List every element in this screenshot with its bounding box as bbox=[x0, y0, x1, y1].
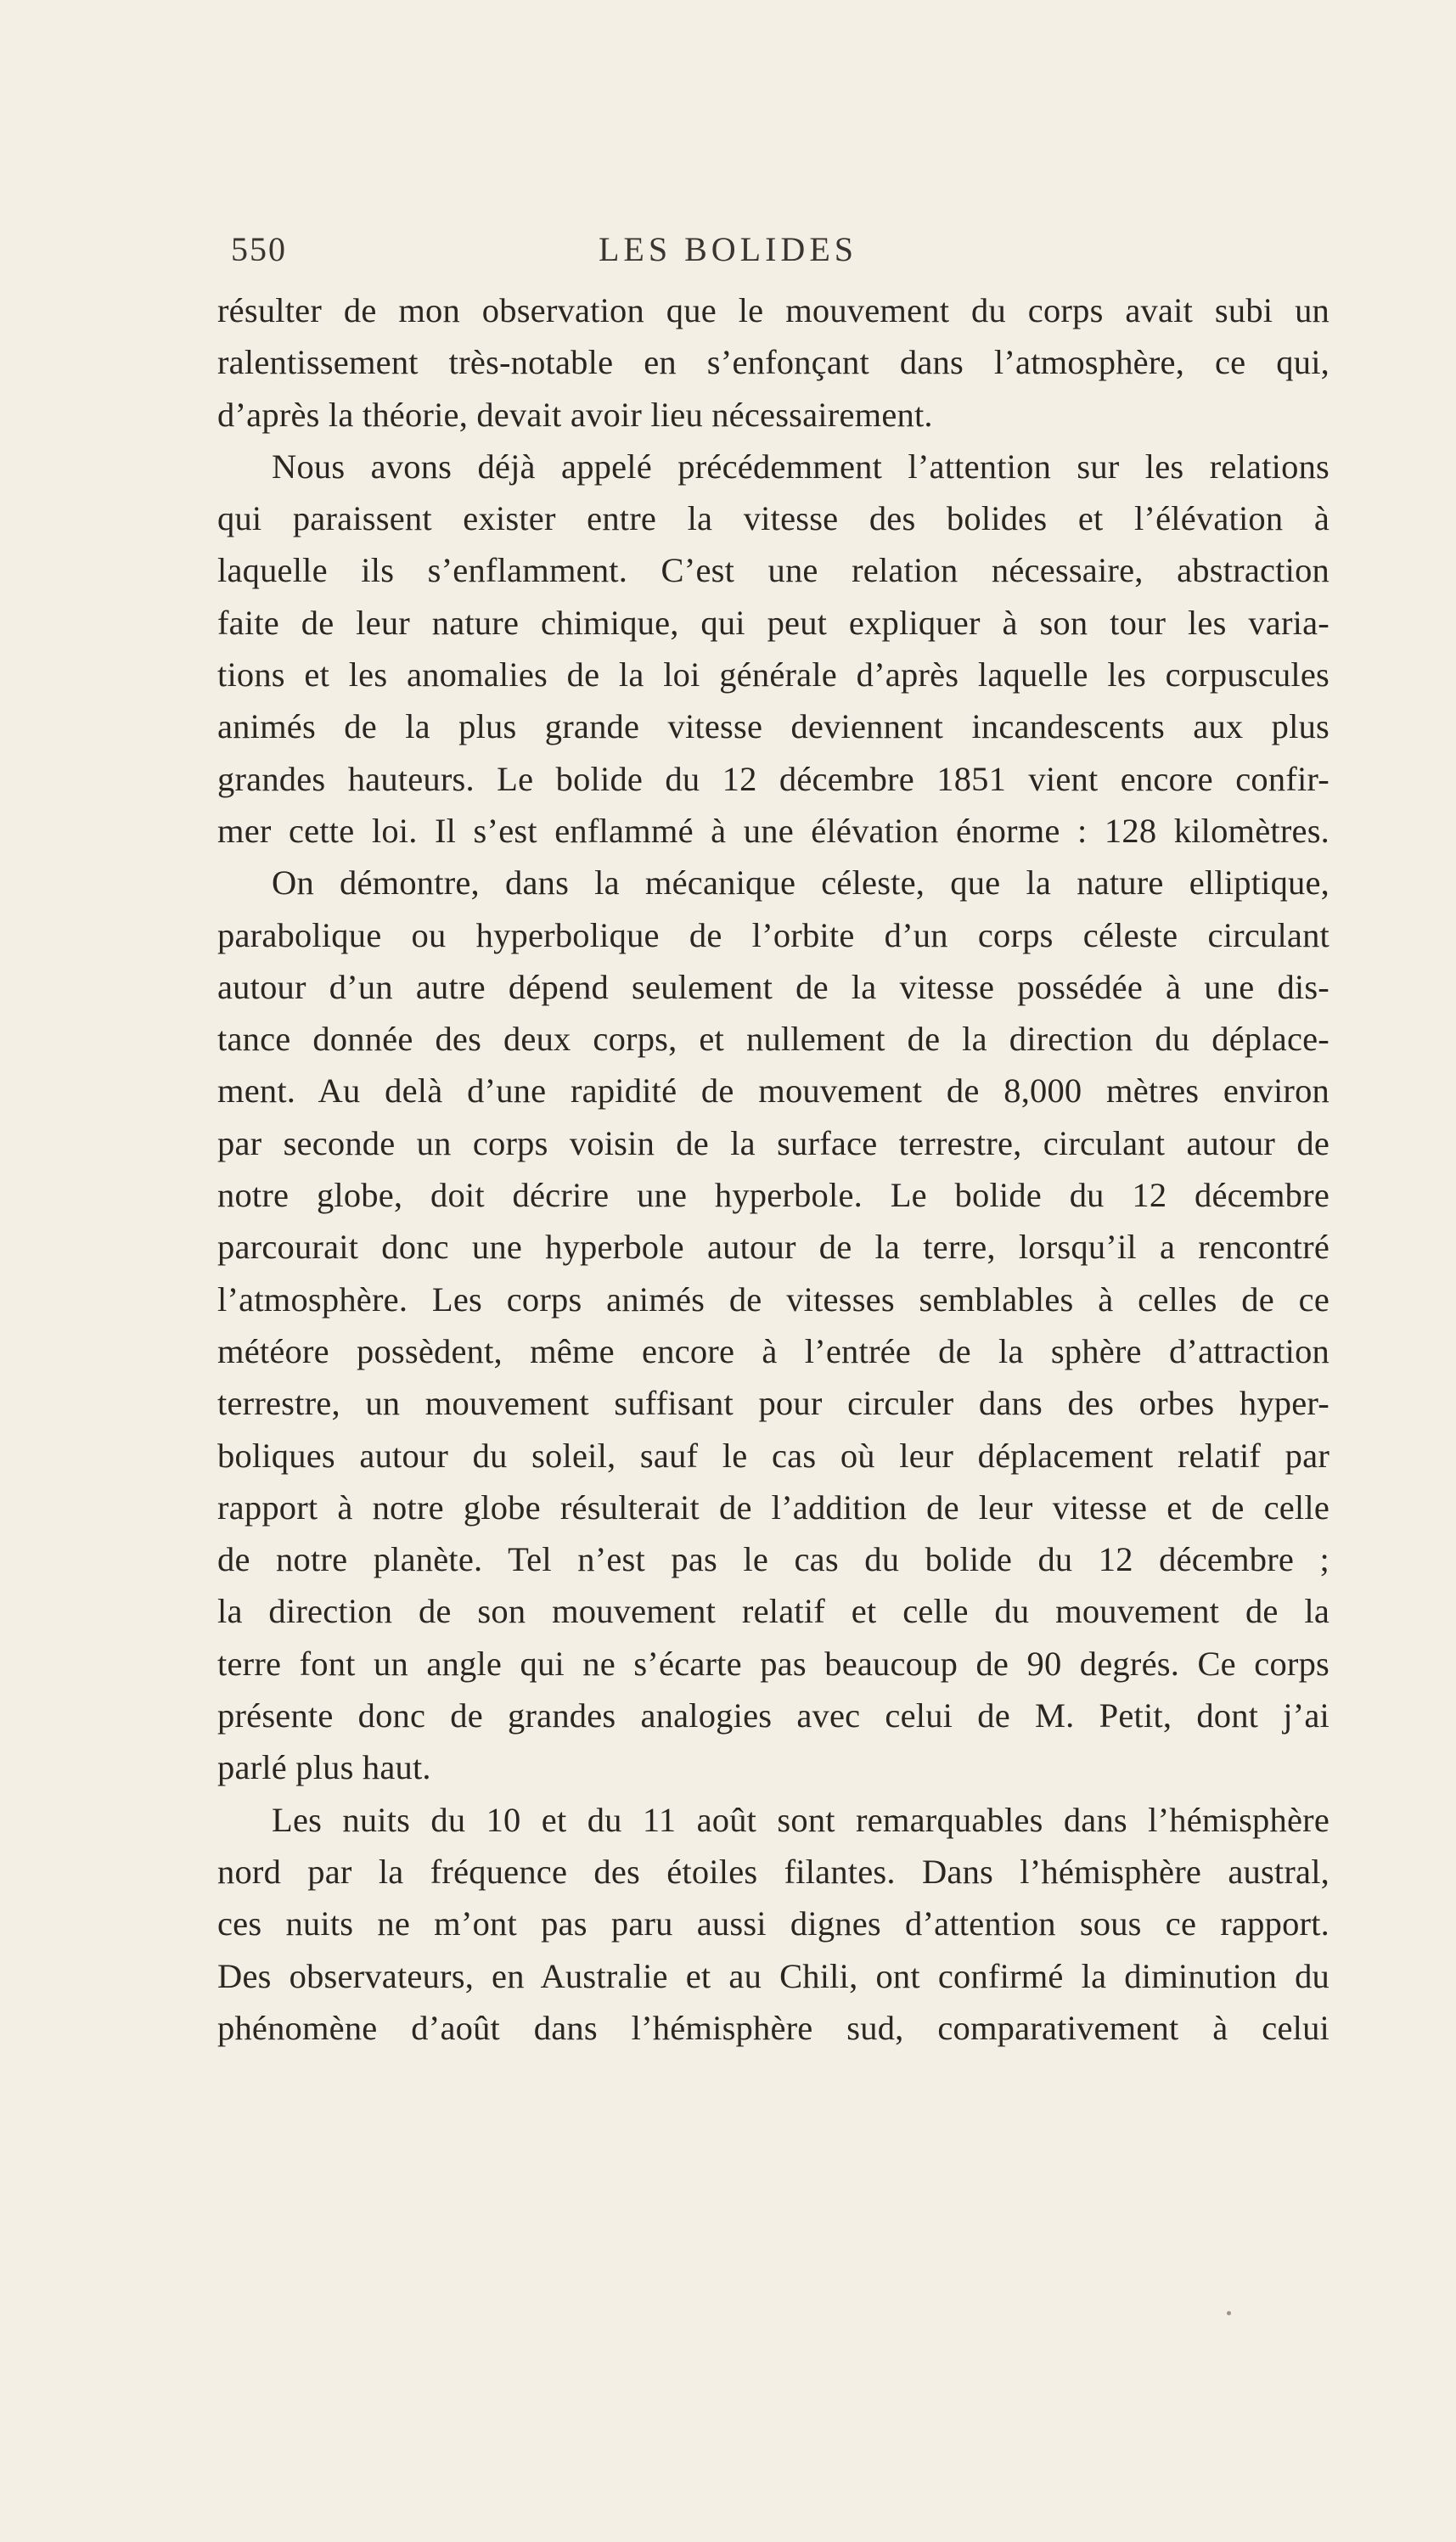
text-line: animés de la plus grande vitesse deviennent incandescents aux plus bbox=[217, 707, 1330, 746]
body-text bbox=[217, 284, 1330, 2054]
text-line: présente donc de grandes analogies avec celui de M. Petit, dont j’ai bbox=[217, 1696, 1330, 1735]
text-line: autour d’un autre dépend seulement de la vitesse possédée à une dis- bbox=[217, 967, 1330, 1006]
text-line: Des observateurs, en Australie et au Chili, ont confirmé la diminution du bbox=[217, 1956, 1330, 1995]
print-speck bbox=[1227, 2311, 1231, 2315]
text-line: d’après la théorie, devait avoir lieu nécessairement. bbox=[217, 395, 933, 434]
text-line: nord par la fréquence des étoiles filantes. Dans l’hémisphère austral, bbox=[217, 1852, 1330, 1891]
text-line: grandes hauteurs. Le bolide du 12 décembre 1851 vient encore confir- bbox=[217, 759, 1330, 798]
text-line: phénomène d’août dans l’hémisphère sud, comparativement à celui bbox=[217, 2008, 1330, 2047]
text-line: par seconde un corps voisin de la surface terrestre, circulant autour de bbox=[217, 1123, 1330, 1162]
text-line: boliques autour du soleil, sauf le cas où leur déplacement relatif par bbox=[217, 1436, 1330, 1475]
running-title: LES BOLIDES bbox=[599, 230, 857, 268]
text-line: ces nuits ne m’ont pas paru aussi dignes d’attention sous ce rapport. bbox=[217, 1904, 1330, 1943]
text-line: l’atmosphère. Les corps animés de vitesses semblables à celles de ce bbox=[217, 1279, 1330, 1319]
text-line: tions et les anomalies de la loi générale d’après laquelle les corpuscules bbox=[217, 655, 1330, 695]
text-line: mer cette loi. Il s’est enflammé à une élévation énorme : 128 kilomètres. bbox=[217, 811, 1330, 850]
text-line: terrestre, un mouvement suffisant pour circuler dans des orbes hyper- bbox=[217, 1384, 1330, 1423]
page-number: 550 bbox=[231, 230, 287, 268]
text-line: parcourait donc une hyperbole autour de la terre, lorsqu’il a rencontré bbox=[217, 1228, 1330, 1267]
text-line: ment. Au delà d’une rapidité de mouvement de 8,000 mètres environ bbox=[217, 1071, 1330, 1111]
text-line: la direction de son mouvement relatif et celle du mouvement de la bbox=[217, 1592, 1330, 1631]
text-line: parlé plus haut. bbox=[217, 1748, 431, 1787]
text-line: résulter de mon observation que le mouvement du corps avait subi un bbox=[217, 291, 1330, 329]
text-line: faite de leur nature chimique, qui peut expliquer à son tour les varia- bbox=[217, 603, 1330, 642]
text-line: On démontre, dans la mécanique céleste, que la nature elliptique, bbox=[272, 863, 1330, 903]
text-line: qui paraissent exister entre la vitesse des bolides et l’élévation à bbox=[217, 499, 1330, 538]
text-line: tance donnée des deux corps, et nullement de la direction du déplace- bbox=[217, 1020, 1330, 1059]
text-line: rapport à notre globe résulterait de l’addition de leur vitesse et de celle bbox=[217, 1488, 1330, 1527]
text-line: de notre planète. Tel n’est pas le cas du bolide du 12 décembre ; bbox=[217, 1540, 1330, 1579]
text-line: terre font un angle qui ne s’écarte pas beaucoup de 90 degrés. Ce corps bbox=[217, 1644, 1330, 1683]
page-header bbox=[0, 229, 1456, 272]
text-line: laquelle ils s’enflamment. C’est une relation nécessaire, abstraction bbox=[217, 551, 1330, 590]
text-line: Nous avons déjà appelé précédemment l’attention sur les relations bbox=[272, 447, 1330, 486]
text-line: météore possèdent, même encore à l’entrée de la sphère d’attraction bbox=[217, 1331, 1330, 1370]
text-line: ralentissement très-notable en s’enfonçant dans l’atmosphère, ce qui, bbox=[217, 343, 1330, 382]
text-line: notre globe, doit décrire une hyperbole. Le bolide du 12 décembre bbox=[217, 1176, 1330, 1215]
text-line: parabolique ou hyperbolique de l’orbite d’un corps céleste circulant bbox=[217, 915, 1330, 954]
text-line: Les nuits du 10 et du 11 août sont remarquables dans l’hémisphère bbox=[272, 1800, 1330, 1839]
